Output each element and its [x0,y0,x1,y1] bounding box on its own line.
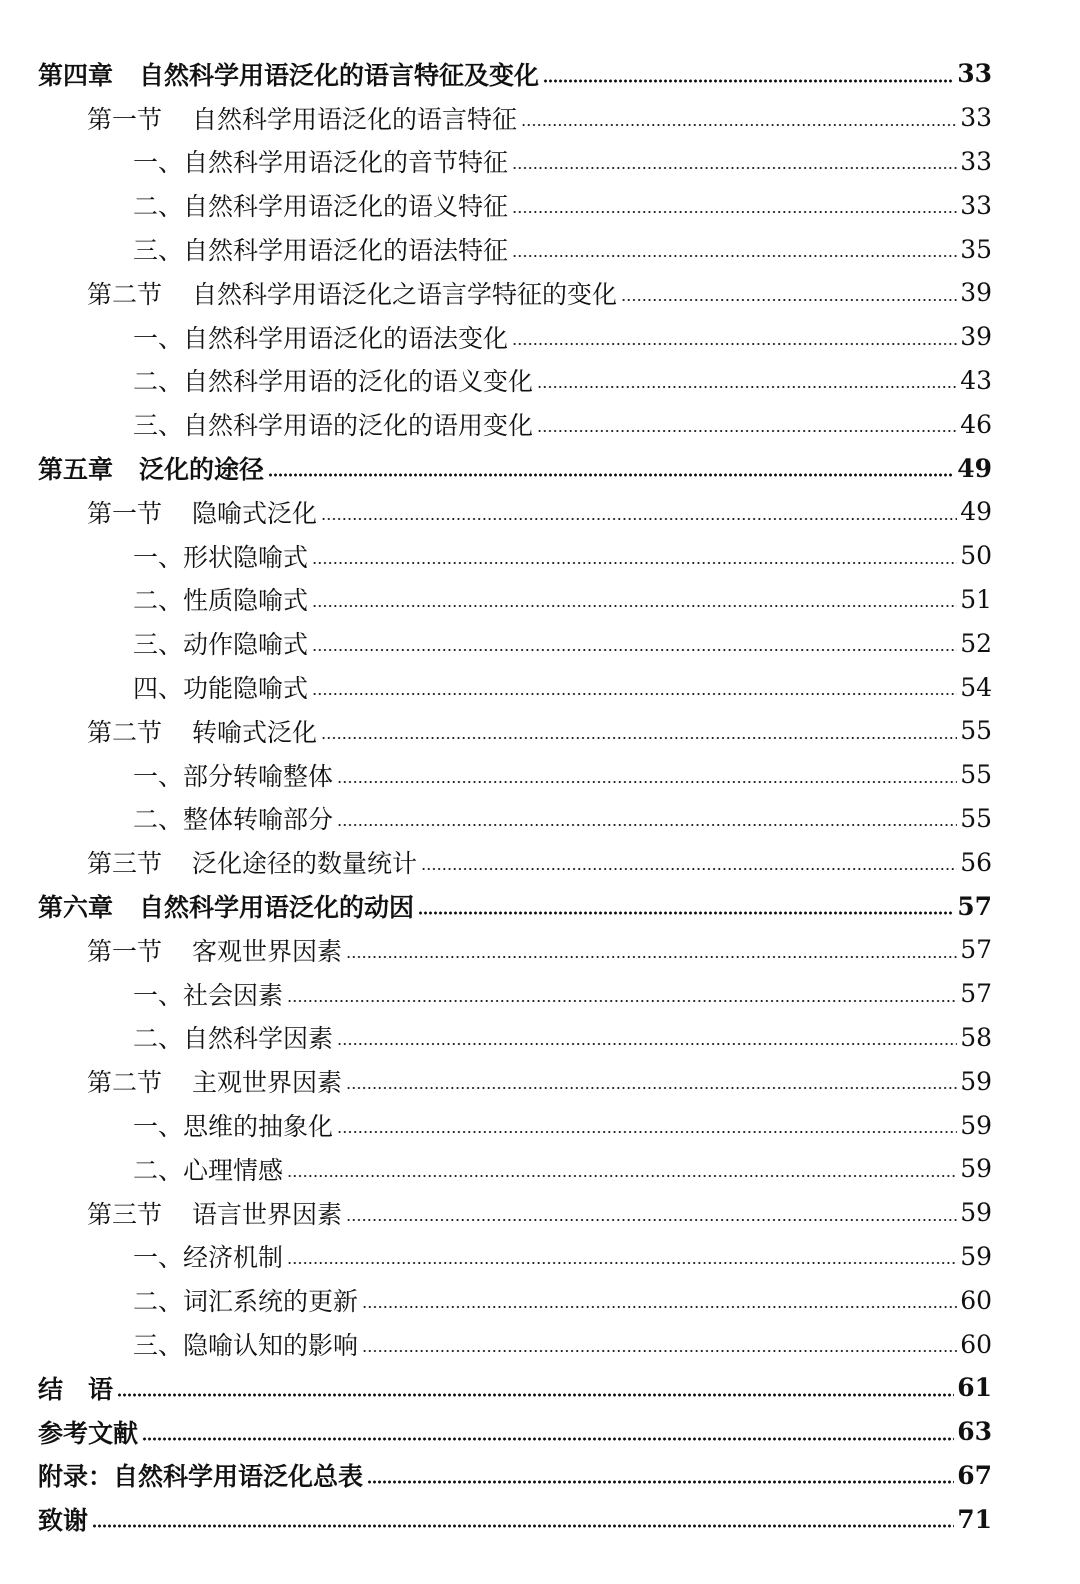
toc-entry-label [133,231,508,267]
toc-entry-title: 一、思维的抽象化 [133,1112,334,1142]
toc-entry-title: 一、自然科学用语泛化的语法变化 [133,323,509,353]
toc-page-number: 58 [960,1022,992,1052]
toc-entry-title: 四、功能隐喻式 [133,674,309,704]
toc-entry-label [87,713,317,749]
toc-entry-title: 隐喻式泛化 [192,498,318,528]
toc-page-number: 43 [960,365,992,395]
toc-entry-label [133,625,308,661]
dot-leader [337,1130,957,1134]
toc-item-row [0,578,1080,622]
toc-entry-title: 语言世界因素 [192,1199,343,1229]
dot-leader [287,999,957,1003]
toc-item-row [0,665,1080,709]
toc-page-number: 61 [957,1373,992,1403]
toc-entry-title: 自然科学用语泛化之语言学特征的变化 [192,279,618,309]
dot-leader [418,911,954,915]
toc-entry-label [133,1282,358,1318]
dot-leader [287,1261,957,1265]
toc-entry-number: 第六章 [38,893,114,923]
toc-entry-title: 致谢 [38,1506,89,1536]
toc-page-number: 35 [960,234,992,264]
toc-entry-number: 第三节 [87,849,163,879]
toc-entry-title: 一、形状隐喻式 [133,542,309,572]
toc-page-number: 60 [960,1329,992,1359]
dot-leader [337,1042,957,1046]
toc-entry-label [87,1063,342,1099]
toc-entry-label [133,319,508,355]
toc-entry-label [133,1238,283,1274]
toc-item-row [0,753,1080,797]
toc-page-number: 59 [960,1110,992,1140]
toc-entry-label [87,1195,342,1231]
dot-leader [142,1437,954,1441]
toc-entry-title: 一、社会因素 [133,980,284,1010]
dot-leader [312,692,957,696]
dot-leader [346,1086,957,1090]
toc-entry-number: 第一节 [87,936,163,966]
dot-leader [312,604,957,608]
toc-item-row [0,1016,1080,1060]
toc-entry-label [38,1501,88,1537]
toc-entry-title: 附录：自然科学用语泛化总表 [38,1462,364,1492]
toc-section-row [0,96,1080,140]
toc-section-row [0,928,1080,972]
toc-entry-label [133,362,533,398]
toc-entry-title: 自然科学用语泛化的语言特征及变化 [139,60,540,90]
toc-page-number: 49 [957,453,992,483]
toc-entry-title: 二、性质隐喻式 [133,586,309,616]
dot-leader [321,736,957,740]
toc-chapter-row [0,1454,1080,1498]
toc-page-number: 56 [960,847,992,877]
toc-page-number: 59 [960,1241,992,1271]
toc-entry-label [133,581,308,617]
toc-entry-title: 三、自然科学用语泛化的语法特征 [133,236,509,266]
toc-entry-number: 第二节 [87,279,163,309]
toc-entry-title: 一、部分转喻整体 [133,761,334,791]
toc-section-row [0,1059,1080,1103]
toc-entry-label [87,844,417,880]
toc-page-number: 57 [960,935,992,965]
toc-entry-label [133,757,333,793]
toc-entry-label [87,932,342,968]
toc-page-number: 33 [960,190,992,220]
dot-leader [337,780,957,784]
toc-entry-label [38,1414,138,1450]
toc-page-number: 60 [960,1285,992,1315]
dot-leader [362,1349,957,1353]
dot-leader [321,517,957,521]
toc-section-row [0,271,1080,315]
toc-item-row [0,1103,1080,1147]
dot-leader [537,385,957,389]
toc-page-number: 39 [960,278,992,308]
toc-entry-label [38,56,539,92]
toc-page-number: 59 [960,1154,992,1184]
toc-page-number: 67 [957,1460,992,1490]
dot-leader [312,561,957,565]
dot-leader [117,1393,954,1397]
dot-leader [337,823,957,827]
toc-entry-title: 三、自然科学用语的泛化的语用变化 [133,411,534,441]
toc-entry-title: 三、动作隐喻式 [133,630,309,660]
toc-entry-label [133,1019,333,1055]
toc-item-row [0,315,1080,359]
toc-page-number: 50 [960,541,992,571]
toc-item-row [0,183,1080,227]
toc-entry-title: 主观世界因素 [192,1068,343,1098]
toc-page-number: 54 [960,672,992,702]
toc-page-number: 33 [957,59,992,89]
table-of-contents [0,52,1080,1541]
toc-item-row [0,1278,1080,1322]
toc-section-row [0,840,1080,884]
toc-page-number: 55 [960,716,992,746]
toc-entry-title: 二、自然科学用语的泛化的语义变化 [133,367,534,397]
toc-page-number: 46 [960,409,992,439]
toc-section-row [0,1191,1080,1235]
toc-entry-title: 二、词汇系统的更新 [133,1287,359,1317]
toc-page-number: 59 [960,1066,992,1096]
dot-leader [346,955,957,959]
toc-page-number: 49 [960,497,992,527]
dot-leader [367,1480,954,1484]
toc-item-row [0,1147,1080,1191]
toc-page-number: 59 [960,1198,992,1228]
dot-leader [537,429,957,433]
toc-entry-number: 第一节 [87,498,163,528]
toc-item-row [0,227,1080,271]
dot-leader [346,1218,957,1222]
toc-page-number: 39 [960,322,992,352]
toc-entry-number: 第二节 [87,717,163,747]
toc-entry-label [38,1457,363,1493]
dot-leader [287,1174,957,1178]
toc-chapter-row [0,1366,1080,1410]
toc-chapter-row [0,52,1080,96]
toc-entry-label [133,1151,283,1187]
toc-entry-label [133,669,308,705]
toc-entry-title: 转喻式泛化 [192,717,318,747]
toc-entry-title: 自然科学用语泛化的动因 [139,893,415,923]
toc-entry-title: 结 语 [38,1374,114,1404]
dot-leader [621,298,957,302]
dot-leader [512,210,957,214]
toc-entry-label [38,1370,113,1406]
toc-entry-title: 二、自然科学用语泛化的语义特征 [133,192,509,222]
toc-page-number: 51 [960,584,992,614]
toc-page-number: 57 [957,891,992,921]
toc-entry-title: 泛化途径的数量统计 [192,849,418,879]
toc-entry-label [38,888,414,924]
toc-entry-number: 第二节 [87,1068,163,1098]
dot-leader [312,648,957,652]
toc-chapter-row [0,1410,1080,1454]
toc-item-row [0,359,1080,403]
toc-entry-number: 第三节 [87,1199,163,1229]
toc-item-row [0,1235,1080,1279]
toc-entry-title: 客观世界因素 [192,936,343,966]
toc-item-row [0,534,1080,578]
toc-entry-title: 二、整体转喻部分 [133,805,334,835]
toc-page-number: 71 [957,1504,992,1534]
toc-entry-label [133,406,533,442]
toc-entry-label [133,1326,358,1362]
dot-leader [268,473,954,477]
toc-item-row [0,140,1080,184]
toc-page-number: 63 [957,1417,992,1447]
toc-entry-number: 第四章 [38,60,114,90]
toc-entry-title: 泛化的途径 [139,455,265,485]
toc-entry-number: 第一节 [87,104,163,134]
toc-chapter-row [0,884,1080,928]
toc-item-row [0,797,1080,841]
dot-leader [512,166,957,170]
dot-leader [362,1305,957,1309]
toc-page-number: 33 [960,103,992,133]
dot-leader [521,123,957,127]
toc-entry-label [87,275,617,311]
toc-item-row [0,621,1080,665]
toc-page-number: 52 [960,628,992,658]
toc-entry-title: 一、经济机制 [133,1243,284,1273]
toc-page-number: 55 [960,803,992,833]
toc-entry-label [133,143,508,179]
toc-chapter-row [0,1497,1080,1541]
toc-item-row [0,972,1080,1016]
dot-leader [543,79,954,83]
toc-entry-title: 二、自然科学因素 [133,1024,334,1054]
toc-entry-label [133,1107,333,1143]
toc-entry-title: 自然科学用语泛化的语言特征 [192,104,518,134]
dot-leader [512,342,957,346]
toc-page-number: 55 [960,760,992,790]
toc-entry-label [133,538,308,574]
toc-page-number: 57 [960,979,992,1009]
toc-entry-label [87,494,317,530]
toc-page-number: 33 [960,146,992,176]
toc-entry-title: 参考文献 [38,1418,139,1448]
toc-entry-label [133,976,283,1012]
toc-item-row [0,402,1080,446]
toc-entry-label [38,450,264,486]
toc-entry-label [87,100,517,136]
toc-item-row [0,1322,1080,1366]
dot-leader [512,254,957,258]
toc-entry-title: 一、自然科学用语泛化的音节特征 [133,148,509,178]
toc-entry-title: 三、隐喻认知的影响 [133,1331,359,1360]
dot-leader [421,867,957,871]
dot-leader [92,1524,954,1528]
toc-entry-label [133,800,333,836]
toc-entry-number: 第五章 [38,455,114,485]
toc-entry-title: 二、心理情感 [133,1155,284,1185]
toc-entry-label [133,187,508,223]
toc-section-row [0,490,1080,534]
toc-chapter-row [0,446,1080,490]
toc-section-row [0,709,1080,753]
